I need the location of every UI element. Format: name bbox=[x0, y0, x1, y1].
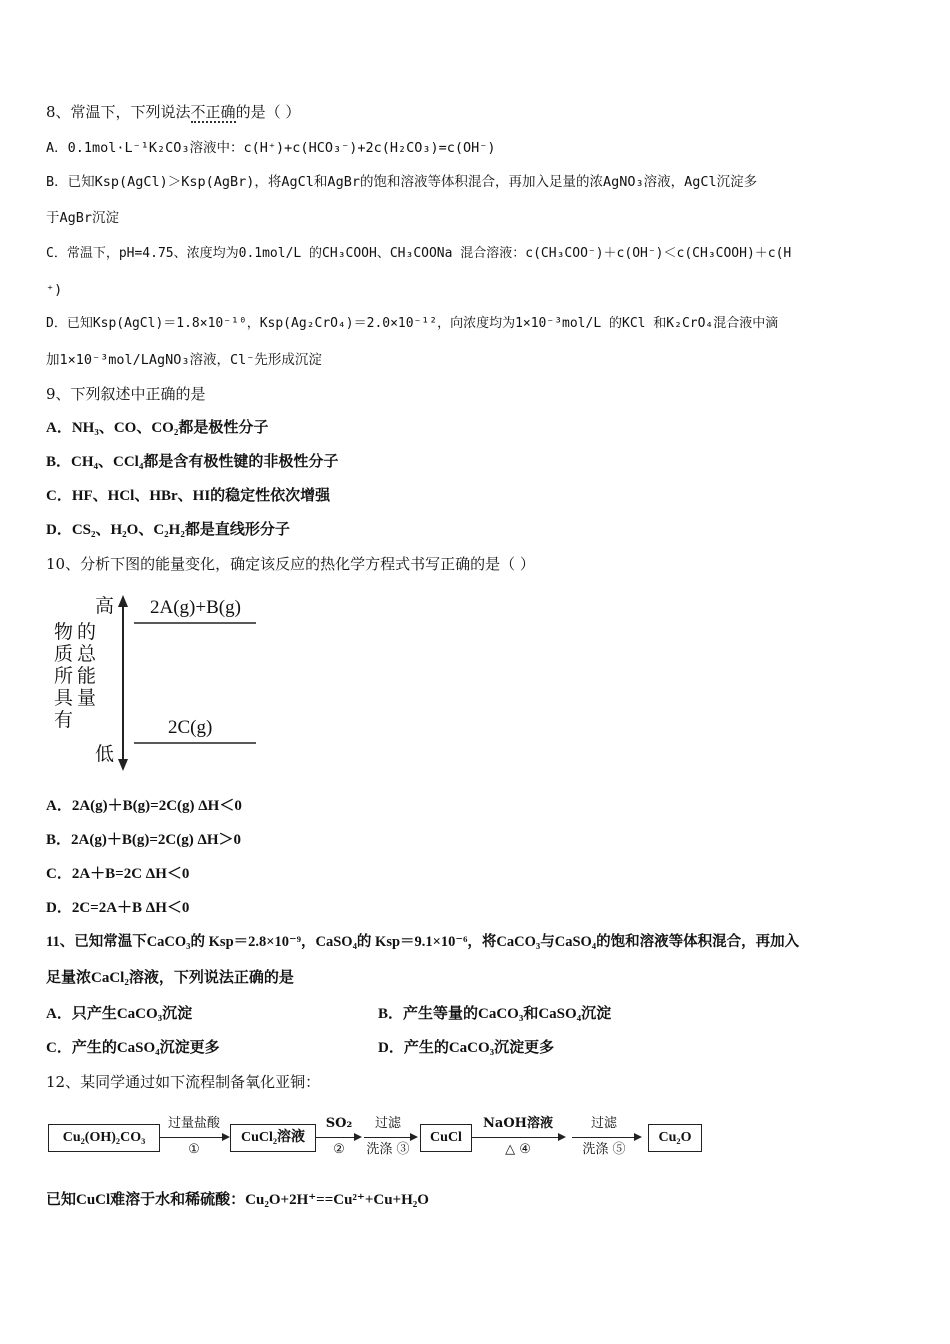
axis-low-label: 低 bbox=[95, 743, 115, 765]
flow-arrow-4-top: NaOH溶液 bbox=[483, 1116, 553, 1131]
flow-arrow-2 bbox=[316, 1137, 360, 1138]
q9-stem: 9、下列叙述中正确的是 bbox=[46, 385, 206, 403]
ylabel-char: 所 bbox=[54, 665, 74, 687]
axis-arrow-up-icon bbox=[118, 595, 128, 607]
energy-diagram bbox=[50, 593, 270, 773]
ylabel-char: 总 bbox=[77, 643, 97, 665]
q8-stem-post: 的是（ ） bbox=[235, 103, 301, 121]
q11-option-a: A．只产生CaCO₃沉淀 bbox=[46, 1006, 193, 1022]
axis-arrow-down-icon bbox=[118, 759, 128, 771]
flow-arrow-3-top: 过滤 bbox=[374, 1116, 401, 1131]
q8-option-b-line2: 于AgBr沉淀 bbox=[46, 210, 120, 226]
q8-option-c-line1: C．常温下，pH=4.75、浓度均为0.1mol/L 的CH₃COOH、CH₃COONa 混合溶液：c(CH₃COO⁻)＋c(OH⁻)＜c(CH₃COOH)＋c(H bbox=[46, 246, 792, 261]
q12-note: 已知CuCl难溶于水和稀硫酸：Cu₂O+2H⁺==Cu²⁺+Cu+H₂O bbox=[46, 1192, 429, 1208]
q8-stem-pre: 8、常温下，下列说法 bbox=[46, 103, 191, 121]
q8-option-a: A．0.1mol·L⁻¹K₂CO₃溶液中：c(H⁺)+c(HCO₃⁻)+2c(H₂CO₃)=c(OH⁻) bbox=[46, 140, 496, 156]
q10-stem: 10、分析下图的能量变化，确定该反应的热化学方程式书写正确的是（ ） bbox=[46, 555, 535, 573]
ylabel-char: 具 bbox=[54, 687, 74, 709]
bottom-level-label: 2C(g) bbox=[168, 717, 213, 738]
q8-stem-emphasis: 不正确 bbox=[190, 103, 236, 121]
q9-option-c: C．HF、HCl、HBr、HI的稳定性依次增强 bbox=[46, 488, 331, 504]
flow-arrow-1-bottom: ① bbox=[188, 1142, 200, 1157]
q10-option-b: B．2A(g)＋B(g)=2C(g) ΔH＞0 bbox=[46, 832, 242, 848]
q8-stem bbox=[46, 102, 300, 122]
q9-option-d: D．CS₂、H₂O、C₂H₂都是直线形分子 bbox=[46, 522, 290, 538]
q12-stem: 12、某同学通过如下流程制备氧化亚铜： bbox=[46, 1073, 321, 1091]
q10-option-c: C．2A＋B=2C ΔH＜0 bbox=[46, 866, 190, 882]
flow-box-cucl: CuCl bbox=[420, 1124, 472, 1152]
axis-ylabel-col2 bbox=[77, 621, 96, 709]
flow-arrow-4-bottom: △ ④ bbox=[505, 1142, 531, 1157]
flow-arrow-1-top: 过量盐酸 bbox=[167, 1116, 220, 1131]
flow-chart bbox=[46, 1112, 706, 1164]
q11-option-c: C．产生的CaSO₄沉淀更多 bbox=[46, 1040, 220, 1056]
q8-option-d-line2: 加1×10⁻³mol/LAgNO₃溶液，Cl⁻先形成沉淀 bbox=[46, 352, 322, 368]
q8-option-b-line1: B．已知Ksp(AgCl)＞Ksp(AgBr)，将AgCl和AgBr的饱和溶液等体积混合，再加入足量的浓AgNO₃溶液，AgCl沉淀多 bbox=[46, 174, 758, 190]
flow-arrow-4 bbox=[472, 1137, 564, 1138]
q9-option-a: A．NH₃、CO、CO₂都是极性分子 bbox=[46, 420, 269, 436]
ylabel-char: 有 bbox=[54, 709, 74, 731]
flow-arrow-2-bottom: ② bbox=[333, 1142, 345, 1157]
flow-box-cucl2: CuCl₂溶液 bbox=[230, 1124, 316, 1152]
flow-arrow-5 bbox=[572, 1137, 640, 1138]
top-level-label: 2A(g)+B(g) bbox=[150, 597, 241, 618]
flow-box-cu2o: Cu₂O bbox=[648, 1124, 702, 1152]
q10-option-d: D．2C=2A＋B ΔH＜0 bbox=[46, 900, 190, 916]
ylabel-char: 质 bbox=[54, 643, 74, 665]
ylabel-char: 量 bbox=[77, 687, 97, 709]
q11-option-b: B．产生等量的CaCO₃和CaSO₄沉淀 bbox=[378, 1006, 612, 1022]
flow-arrow-5-bottom: 洗涤 ⑤ bbox=[582, 1142, 626, 1157]
q11-option-d: D．产生的CaCO₃沉淀更多 bbox=[378, 1040, 555, 1056]
flow-arrow-1 bbox=[160, 1137, 228, 1138]
q11-stem-line1: 11、已知常温下CaCO₃的 Ksp＝2.8×10⁻⁹，CaSO₄的 Ksp＝9.1×10⁻⁶，将CaCO₃与CaSO₄的饱和溶液等体积混合，再加入 bbox=[46, 934, 800, 950]
ylabel-char: 能 bbox=[77, 665, 97, 687]
q11-stem-line2: 足量浓CaCl₂溶液，下列说法正确的是 bbox=[46, 970, 294, 986]
q8-option-c-line2: ⁺) bbox=[46, 282, 63, 298]
flow-arrow-3 bbox=[364, 1137, 416, 1138]
flow-arrow-2-top: SO₂ bbox=[325, 1116, 353, 1131]
flow-box-start: Cu₂(OH)₂CO₃ bbox=[48, 1124, 160, 1152]
flow-arrow-5-top: 过滤 bbox=[590, 1116, 617, 1131]
axis-high-label: 高 bbox=[95, 595, 115, 617]
ylabel-char: 的 bbox=[77, 621, 97, 643]
q9-option-b: B．CH₄、CCl₄都是含有极性键的非极性分子 bbox=[46, 454, 339, 470]
ylabel-char: 物 bbox=[54, 621, 74, 643]
flow-arrow-3-bottom: 洗涤 ③ bbox=[366, 1142, 410, 1157]
q10-option-a: A．2A(g)＋B(g)=2C(g) ΔH＜0 bbox=[46, 798, 242, 814]
axis-ylabel-col1 bbox=[54, 621, 73, 731]
q8-option-d-line1: D．已知Ksp(AgCl)＝1.8×10⁻¹⁰，Ksp(Ag₂CrO₄)＝2.0×10⁻¹²，向浓度均为1×10⁻³mol/L 的KCl 和K₂CrO₄混合液中滴 bbox=[46, 316, 779, 331]
